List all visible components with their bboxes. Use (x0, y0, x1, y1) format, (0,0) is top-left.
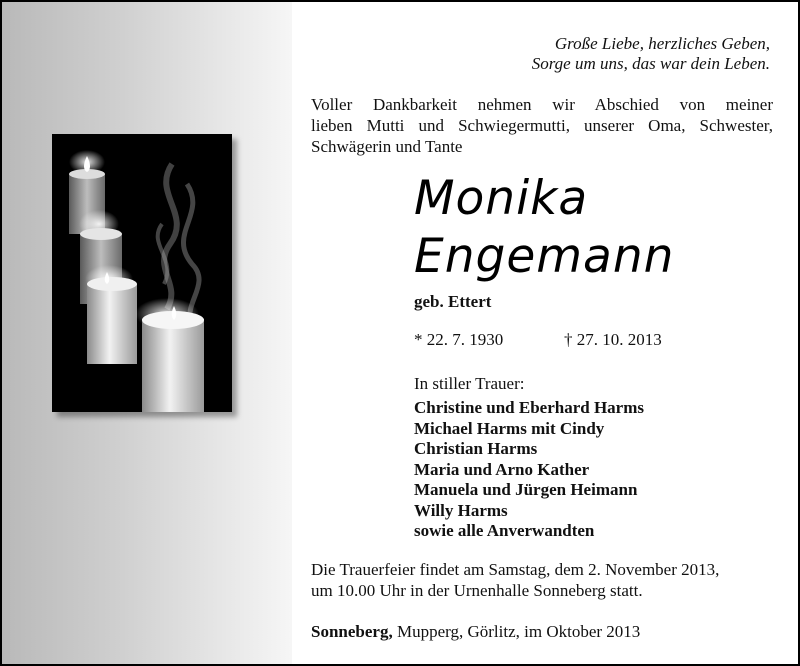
intro-line: lieben Mutti und Schwiegermutti, unserer Oma, Schwester, (311, 116, 773, 135)
deceased-name (414, 170, 674, 286)
intro-line: Voller Dankbarkeit nehmen wir Abschied von meiner (311, 95, 773, 114)
mourner-name: Christine und Eberhard Harms (414, 398, 644, 417)
place-city: Sonneberg, (311, 622, 393, 641)
first-name: Monika (414, 171, 589, 226)
intro-line: Schwägerin und Tante (311, 137, 463, 156)
place-date (311, 622, 640, 642)
funeral-line: Die Trauerfeier findet am Samstag, dem 2. November 2013, (311, 560, 720, 579)
birth-date: * 22. 7. 1930 (414, 330, 504, 349)
candles-image (52, 134, 232, 412)
quote-line: Sorge um uns, das war dein Leben. (531, 54, 770, 73)
mourners-heading: In stiller Trauer: (414, 374, 525, 393)
funeral-line: um 10.00 Uhr in der Urnenhalle Sonneberg statt. (311, 581, 643, 600)
intro-text (311, 94, 773, 157)
last-name: Engemann (414, 229, 675, 284)
candles-photo (52, 134, 232, 412)
death-date: † 27. 10. 2013 (564, 330, 662, 349)
mourner-name: Maria und Arno Kather (414, 459, 590, 479)
quote-verse (302, 34, 770, 74)
quote-line: Große Liebe, herzliches Geben, (554, 34, 770, 53)
funeral-info (311, 559, 775, 601)
mourner-name: sowie alle Anverwandten (414, 521, 595, 540)
mourner-name: Manuela und Jürgen Heimann (414, 480, 638, 499)
maiden-name: geb. Ettert (414, 292, 492, 311)
mourner-name: Willy Harms (414, 500, 508, 520)
place-rest: Mupperg, Görlitz, im Oktober 2013 (392, 622, 641, 641)
mourners-list (414, 398, 644, 542)
mourner-name: Michael Harms mit Cindy (414, 418, 605, 438)
mourner-name: Christian Harms (414, 439, 538, 458)
